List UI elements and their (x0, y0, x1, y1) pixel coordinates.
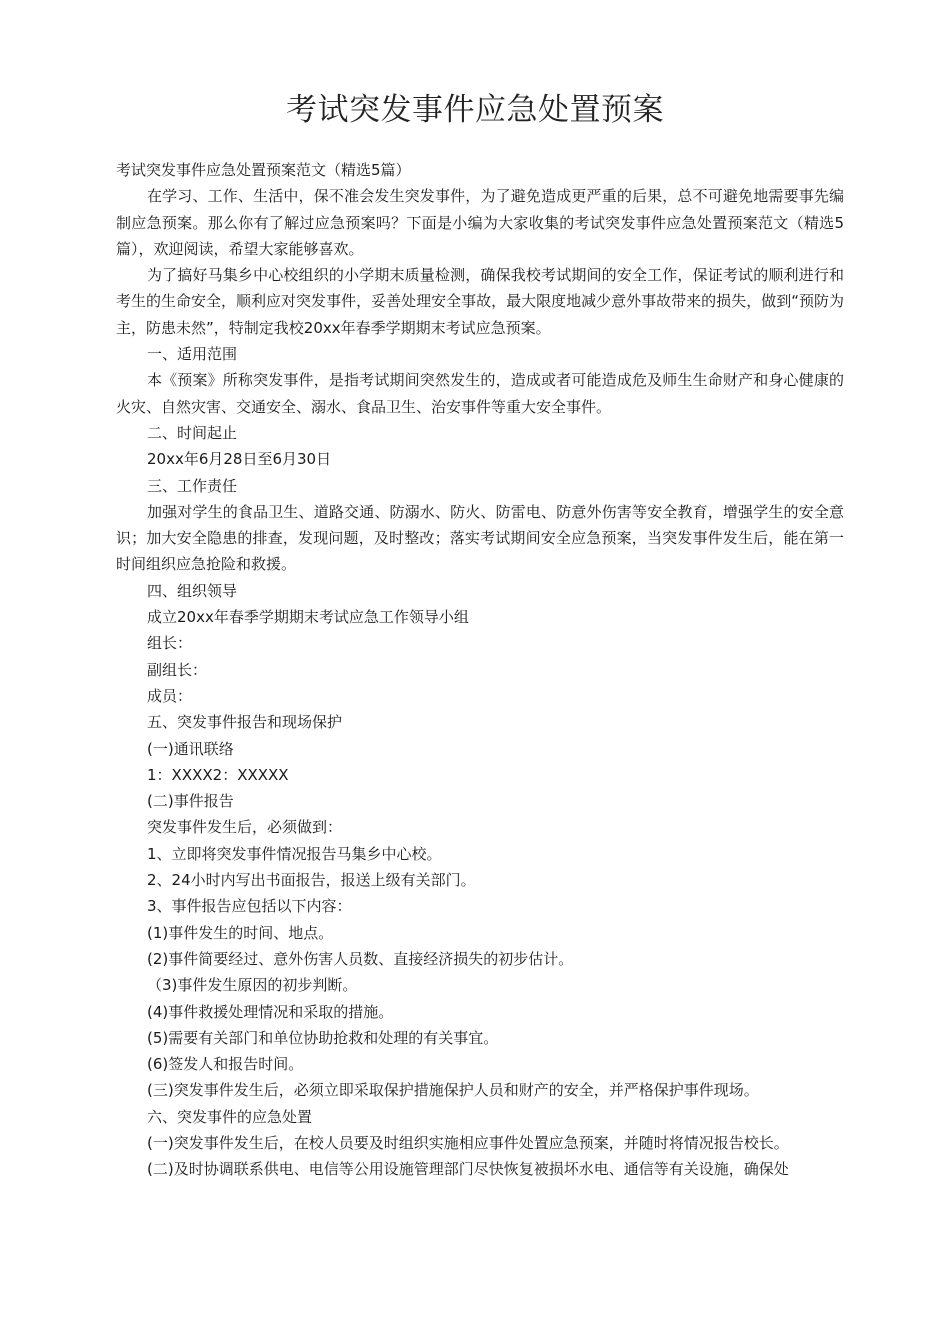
paragraph: 组长： (147, 634, 193, 653)
paragraph: 1、立即将突发事件情况报告马集乡中心校。 (147, 844, 442, 863)
paragraph: (6)签发人和报告时间。 (147, 1055, 304, 1074)
paragraph: 四、组织领导 (147, 581, 238, 600)
paragraph: 成员： (147, 686, 193, 705)
paragraph: (一)突发事件发生后，在校人员要及时组织实施相应事件处置应急预案，并随时将情况报告校长。 (147, 1133, 789, 1152)
paragraph: 一、适用范围 (147, 345, 238, 364)
paragraph: 成立20xx年春季学期期末考试应急工作领导小组 (147, 608, 469, 627)
paragraph: (2)事件简要经过、意外伤害人员数、直接经济损失的初步估计。 (147, 949, 574, 968)
paragraph: 副组长： (147, 660, 208, 679)
paragraph: 在学习、工作、生活中，保不准会发生突发事件，为了避免造成更严重的后果，总不可避免地需要事先编制应急预案。那么你有了解过应急预案吗？下面是小编为大家收集的考试突发事件应急处置预案范文（精选5篇），欢迎阅读，希望大家能够喜欢。 (116, 187, 844, 258)
paragraph: 突发事件发生后，必须做到： (147, 818, 343, 837)
paragraph: 本《预案》所称突发事件，是指考试期间突然发生的，造成或者可能造成危及师生生命财产和身心健康的火灾、自然灾害、交通安全、溺水、食品卫生、治安事件等重大安全事件。 (116, 371, 844, 416)
paragraph: 2、24小时内写出书面报告，报送上级有关部门。 (147, 871, 476, 890)
document-body (116, 157, 844, 1183)
paragraph: 1：XXXX2：XXXXX (147, 765, 289, 784)
paragraph: 二、时间起止 (147, 423, 238, 442)
paragraph: (二)及时协调联系供电、电信等公用设施管理部门尽快恢复被损坏水电、通信等有关设施，确保处 (147, 1160, 789, 1179)
document-title: 考试突发事件应急处置预案 (286, 92, 664, 128)
paragraph: (一)通讯联络 (147, 739, 234, 758)
paragraph: (三)突发事件发生后，必须立即采取保护措施保护人员和财产的安全，并严格保护事件现场。 (147, 1081, 759, 1100)
paragraph: 3、事件报告应包括以下内容： (147, 897, 352, 916)
paragraph: 加强对学生的食品卫生、道路交通、防溺水、防火、防雷电、防意外伤害等安全教育，增强学生的安全意识；加大安全隐患的排查，发现问题，及时整改；落实考试期间安全应急预案，当突发事件发生后，能在第一时间组织应急抢险和救援。 (116, 502, 844, 574)
paragraph: (1)事件发生的时间、地点。 (147, 923, 334, 942)
paragraph: 考试突发事件应急处置预案范文（精选5篇） (116, 161, 411, 179)
paragraph: (4)事件救援处理情况和采取的措施。 (147, 1002, 394, 1021)
paragraph: 三、工作责任 (147, 476, 238, 495)
paragraph: (5)需要有关部门和单位协助抢救和处理的有关事宜。 (147, 1028, 499, 1047)
paragraph: 六、突发事件的应急处置 (147, 1107, 313, 1126)
paragraph: 为了搞好马集乡中心校组织的小学期末质量检测，确保我校考试期间的安全工作，保证考试的顺利进行和考生的生命安全，顺利应对突发事件，妥善处理安全事故，最大限度地减少意外事故带来的损失，做到“预防为主，防患未然”，特制定我校20xx年春季学期期末考试应急预案。 (116, 266, 844, 337)
paragraph: 20xx年6月28日至6月30日 (147, 450, 332, 469)
paragraph: (二)事件报告 (147, 792, 234, 811)
paragraph: 五、突发事件报告和现场保护 (147, 713, 343, 732)
paragraph: （3)事件发生原因的初步判断。 (147, 976, 358, 995)
